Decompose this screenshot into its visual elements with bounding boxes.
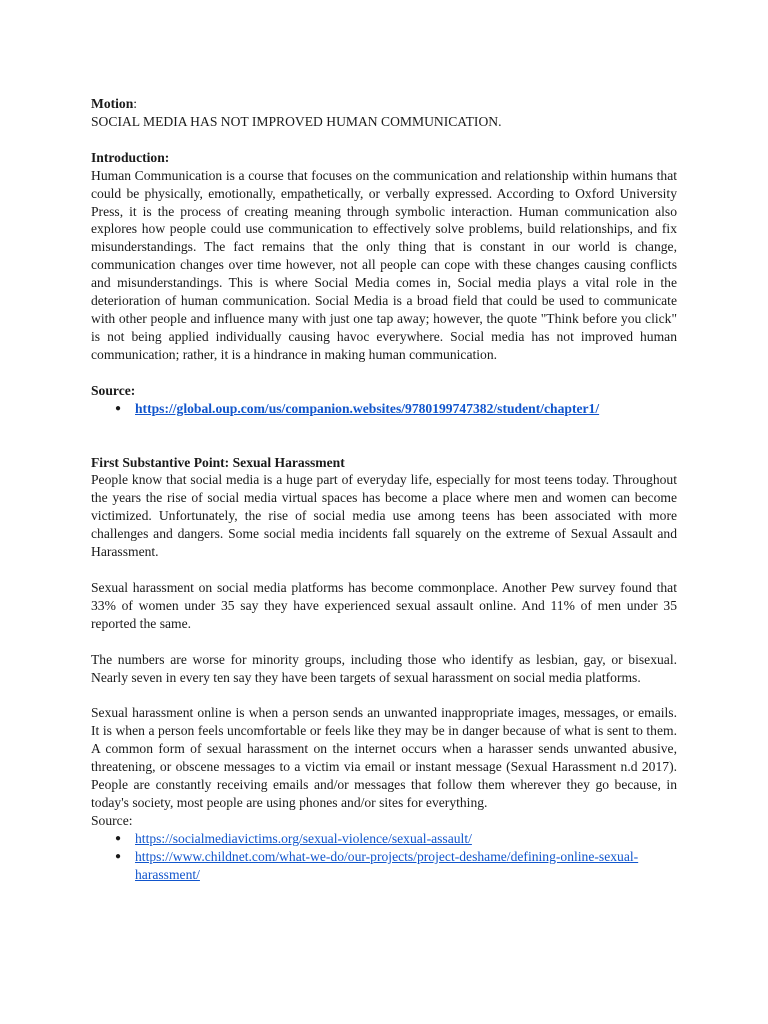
spacer xyxy=(91,418,677,436)
first-point-paragraph-1: People know that social media is a huge part of everyday life, especially for most teens today. Throughout the years the rise of social media virtual spaces has become a place where men and women can become victimized. Unfortunately, the rise of social media use among teens has been associated with more challenges and dangers. Some social media incidents fall squarely on the extreme of Sexual Assault and Harassment. xyxy=(91,472,677,560)
source-link-socialmediavictims[interactable]: https://socialmediavictims.org/sexual-violence/sexual-assault/ xyxy=(135,830,472,846)
introduction-source-label: Source: xyxy=(91,382,136,398)
spacer xyxy=(91,633,677,651)
source-link-childnet[interactable]: https://www.childnet.com/what-we-do/our-projects/project-deshame/defining-online-sexual-harassment/ xyxy=(135,848,639,882)
source-list-item xyxy=(91,848,677,884)
introduction-body: Human Communication is a course that focuses on the communication and relationship within humans that could be physically, emotionally, empathetically, or verbally expressed. According to Oxford University Press, it is the process of creating meaning through symbolic interaction. Human communication also explores how people could use communication to effectively solve problems, build relationships, and fix misunderstandings. The fact remains that the only thing that is constant in our world is change, communication changes over time however, not all people can cope with these changes causing conflicts and misunderstandings. This is where Social Media comes in, Social media plays a vital role in the deterioration of human communication. Social Media is a broad field that could be used to communicate with other people and influence many with just one tap away; however, the quote "Think before you click" is not being applied individually causing havoc everywhere. Social media has not improved human communication; rather, it is a hindrance in making human communication. xyxy=(91,167,677,362)
first-point-source-list xyxy=(91,830,677,884)
motion-label: Motion xyxy=(91,96,134,111)
motion-colon: : xyxy=(133,96,138,111)
introduction-heading: Introduction: xyxy=(91,149,170,165)
motion-statement: SOCIAL MEDIA HAS NOT IMPROVED HUMAN COMMUNICATION. xyxy=(91,113,502,129)
spacer xyxy=(91,364,677,382)
spacer xyxy=(91,686,677,704)
motion-line xyxy=(91,95,677,113)
source-link-oup[interactable]: https://global.oup.com/us/companion.websites/9780199747382/student/chapter1/ xyxy=(135,400,600,416)
source-list-item xyxy=(91,400,677,418)
bullet-icon: ● xyxy=(115,850,122,862)
first-point-paragraph-2: Sexual harassment on social media platforms has become commonplace. Another Pew survey found that 33% of women under 35 say they have experienced sexual assault online. And 11% of men under 35 reported the same. xyxy=(91,579,677,631)
spacer xyxy=(91,561,677,579)
first-point-source-label: Source: xyxy=(91,812,133,828)
document-page xyxy=(91,95,677,884)
first-point-paragraph-3: The numbers are worse for minority groups, including those who identify as lesbian, gay, or bisexual. Nearly seven in every ten say they have been targets of sexual harassment on social media platforms. xyxy=(91,651,677,685)
bullet-icon: ● xyxy=(115,402,122,414)
spacer xyxy=(91,131,677,149)
bullet-icon: ● xyxy=(115,832,122,844)
source-list-item xyxy=(91,830,677,848)
first-point-paragraph-4: Sexual harassment online is when a person sends an unwanted inappropriate images, messages, or emails. It is when a person feels uncomfortable or feels like they may be in danger because of what is sent to them. A common form of sexual harassment on the internet occurs when a harasser sends unwanted abusive, threatening, or obscene messages to a victim via email or instant message (Sexual Harassment n.d 2017). People are constantly receiving emails and/or messages that follow them wherever they go because, in today's society, most people are using phones and/or sites for everything. xyxy=(91,705,677,810)
first-point-heading: First Substantive Point: Sexual Harassment xyxy=(91,454,345,470)
spacer xyxy=(91,436,677,454)
introduction-source-list xyxy=(91,400,677,418)
